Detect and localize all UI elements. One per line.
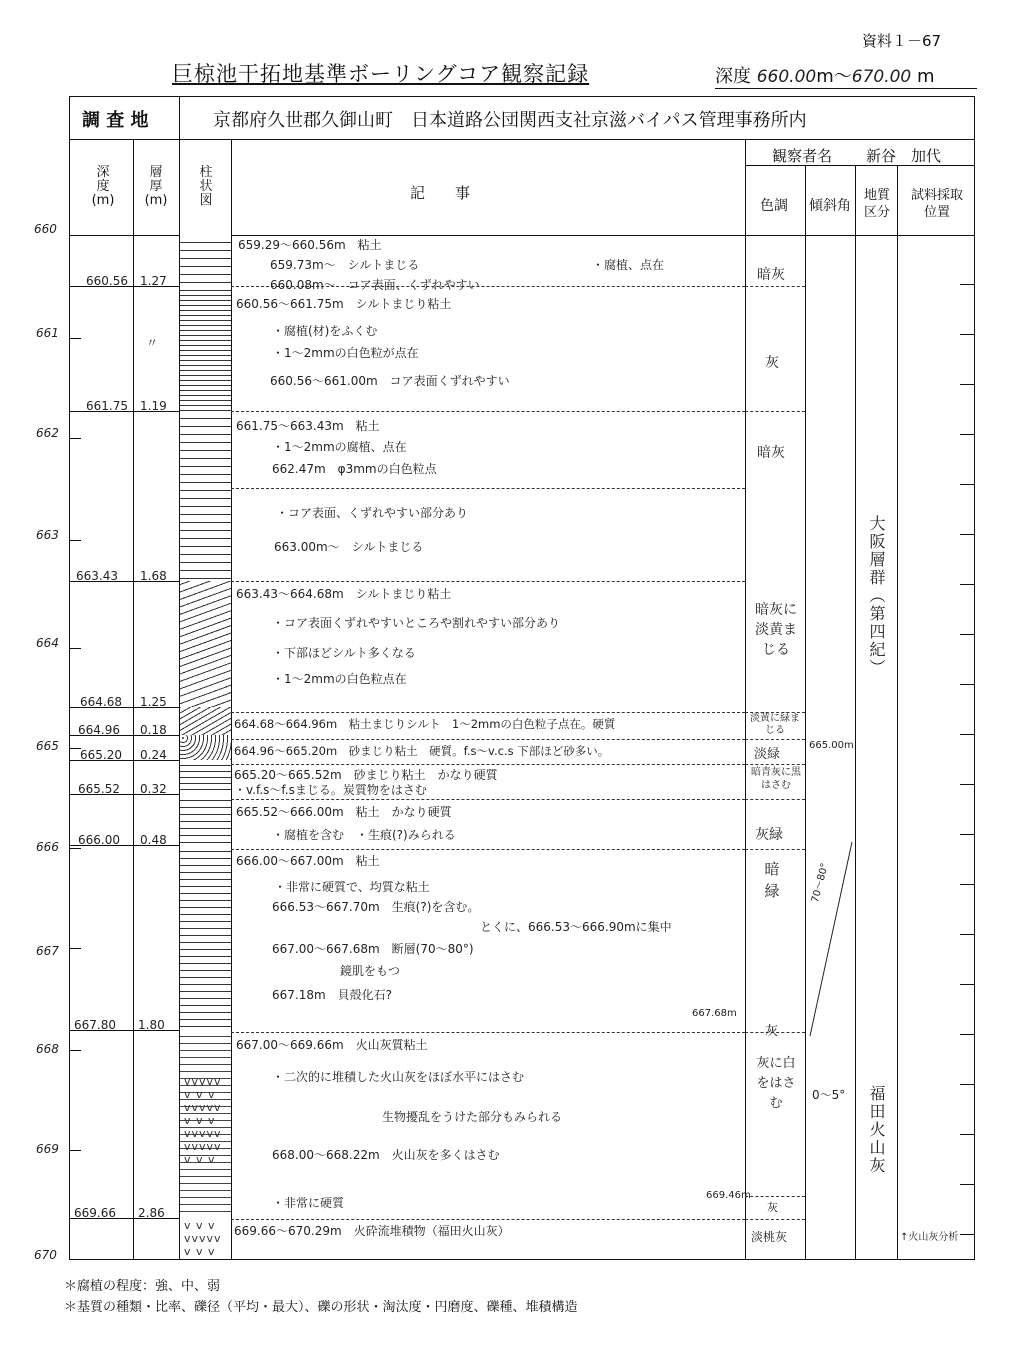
lith-sandy-clay: [180, 760, 231, 794]
color-value: 灰に白をはさむ: [756, 1056, 796, 1111]
scale-670: 670: [34, 1248, 57, 1262]
color-value: 暗青灰に黒はさむ: [751, 767, 801, 791]
color-value: 灰: [767, 1201, 778, 1214]
note-depth-mark: 669.46m: [706, 1190, 751, 1201]
header-thickness: 層 厚 (m): [144, 165, 168, 208]
geology-osaka-group: 大阪層群（第四紀）: [867, 515, 886, 677]
boundary-thickness: 0.32: [140, 782, 167, 796]
lith-clay: [180, 794, 231, 845]
tick-left: [69, 1150, 81, 1151]
boundary-thickness: 2.86: [138, 1206, 165, 1220]
document-id: 資料１－67: [862, 32, 942, 50]
note-line: 665.20～665.52m 砂まじり粘土 かなり硬質: [234, 768, 498, 782]
header-sample: 試料採取 位置: [910, 188, 963, 220]
lith-sandy-clay: [180, 735, 231, 760]
note-line: 659.29～660.56m 粘土: [238, 238, 382, 252]
boundary-thickness: 1.68: [140, 569, 167, 583]
color-value: 淡黄に緑まじる: [750, 713, 800, 736]
note-line: 鏡肌をもつ: [340, 964, 401, 978]
footnote: ＊腐植の程度：強、中、弱: [64, 1279, 221, 1294]
note-line: ・腐植(材)をふくむ: [272, 324, 378, 338]
lith-silty-clay: [180, 286, 231, 411]
note-line: 662.47m φ3mmの白色粒点: [272, 462, 437, 476]
right-scale-ticks: [960, 235, 975, 1260]
columnar-section: [180, 235, 231, 1260]
note-line: ・コア表面くずれやすいところや割れやすい部分あり: [272, 616, 561, 630]
boundary-depth: 664.68: [80, 695, 122, 709]
geology-fukuda-ash: 福田火山灰: [867, 1085, 886, 1175]
note-line: 660.08m～ コア表面、くずれやすい: [270, 278, 480, 292]
observer-name: 新谷 加代: [866, 147, 942, 165]
boundary-depth: 667.80: [74, 1018, 116, 1032]
scale-661: 661: [36, 326, 59, 340]
boundary-depth: 665.52: [78, 782, 120, 796]
note-line: 660.56～661.00m コア表面くずれやすい: [270, 374, 510, 388]
note-line: ・1～2mmの腐植、点在: [272, 440, 407, 454]
header-geo: 地質 区分: [863, 188, 890, 220]
site-row-divider: [69, 139, 975, 140]
color-boundary: [745, 764, 805, 765]
notes-boundary: [231, 581, 745, 582]
lith-ash-marks: vvvvv v v v vvvvv v v v vvvvv vvvvv v v v: [184, 1075, 222, 1166]
note-line: 660.56～661.75m シルトまじり粘土: [236, 297, 452, 311]
color-boundary: [745, 799, 805, 800]
scale-669: 669: [36, 1142, 59, 1156]
boundary-depth: 665.20: [80, 748, 122, 762]
note-line: ・コア表面、くずれやすい部分あり: [276, 506, 469, 520]
color-value: 灰: [765, 1024, 779, 1039]
note-line: 667.00～667.68m 断層(70～80°): [272, 942, 474, 956]
boundary-depth: 666.00: [78, 833, 120, 847]
note-line: 659.73m～ シルトまじる: [270, 258, 420, 272]
header-depth: 深 度 (m): [91, 165, 115, 208]
header-dip: 傾斜角: [809, 198, 851, 214]
lith-clay: [180, 235, 231, 286]
color-boundary: [745, 739, 805, 740]
site-label: 調 査 地: [82, 110, 149, 131]
boundary-thickness: 1.80: [138, 1018, 165, 1032]
divider-geo: [897, 165, 898, 1260]
depth-range-label: 深度: [715, 66, 751, 87]
lith-clay-hard: [180, 845, 231, 1030]
divider-depth: [133, 139, 134, 1260]
note-line: 669.66～670.29m 火砕流堆積物（福田火山灰）: [234, 1224, 510, 1238]
note-depth-mark: 667.68m: [692, 1008, 737, 1019]
note-line: ・非常に硬質: [272, 1196, 345, 1210]
note-line: ・1～2mmの白色粒点在: [272, 672, 407, 686]
page-title: 巨椋池干拓地基準ボーリングコア観察記録: [172, 62, 590, 86]
note-line: 665.52～666.00m 粘土 かなり硬質: [236, 805, 452, 819]
divider-color: [805, 165, 806, 1260]
note-line: ・v.f.s～f.sまじる。炭質物をはさむ: [234, 783, 427, 797]
scale-668: 668: [36, 1042, 59, 1056]
scale-664: 664: [36, 636, 59, 650]
observer-label: 観察者名: [772, 147, 833, 165]
divider-dip: [855, 165, 856, 1260]
notes-boundary: [231, 488, 745, 489]
color-value: 暗灰に淡黄まじる: [755, 602, 797, 658]
color-value: 淡桃灰: [751, 1230, 788, 1244]
note-line: とくに、666.53～666.90mに集中: [480, 920, 672, 934]
color-value: 灰: [765, 355, 779, 371]
header-color: 色調: [760, 198, 788, 214]
depth-from: 660.00: [756, 67, 817, 87]
boundary-thickness: 0.18: [140, 723, 167, 737]
color-boundary: [745, 286, 805, 287]
notes-boundary: [231, 1219, 745, 1220]
boundary-depth: 669.66: [74, 1206, 116, 1220]
scale-666: 666: [36, 840, 59, 854]
site-value: 京都府久世郡久御山町 日本道路公団関西支社京滋バイパス管理事務所内: [213, 110, 807, 131]
footnote: ＊基質の種類・比率、礫径（平均・最大）、礫の形状・淘汰度・円磨度、礫種、堆積構造: [64, 1300, 578, 1315]
boundary-thickness: 1.19: [140, 399, 167, 413]
note-line: 666.00～667.00m 粘土: [236, 854, 380, 868]
tick-left: [69, 1050, 81, 1051]
depth-to: 670.00: [851, 67, 912, 87]
color-value: 淡緑: [754, 747, 781, 762]
dip-value: 0～5°: [812, 1088, 846, 1102]
boundary-depth: 661.75: [86, 399, 128, 413]
notes-boundary: [231, 849, 745, 850]
color-value: 暗緑: [764, 860, 780, 900]
note-line: 663.00m～ シルトまじる: [274, 540, 424, 554]
note-line: 668.00～668.22m 火山灰を多くはさむ: [272, 1148, 500, 1162]
scale-663: 663: [36, 528, 59, 542]
notes-boundary: [231, 799, 745, 800]
lith-pyroclastic-flow: v v v vvvvv v v v: [184, 1219, 222, 1258]
note-line: ・腐植、点在: [592, 258, 665, 272]
tick-left: [69, 848, 81, 849]
color-boundary: [745, 411, 805, 412]
note-line: 664.68～664.96m 粘土まじりシルト 1～2mmの白色粒子点在。硬質: [234, 717, 616, 731]
color-boundary: [745, 849, 805, 850]
dip-value: 665.00m: [809, 740, 854, 751]
color-boundary: [745, 1219, 805, 1220]
boundary-depth: 660.56: [86, 274, 128, 288]
color-boundary: [745, 1196, 805, 1197]
boundary-thickness: 1.25: [140, 695, 167, 709]
color-value: 暗灰: [757, 445, 785, 461]
depth-unit-1: m～: [816, 66, 852, 87]
tick-left: [69, 438, 81, 439]
color-value: 灰緑: [755, 827, 783, 843]
boundary-thickness: 〃: [146, 336, 159, 350]
tick-left: [69, 540, 81, 541]
depth-unit-2: m: [916, 66, 935, 87]
notes-boundary: [231, 764, 745, 765]
lith-clay: [180, 411, 231, 581]
lith-silty-clay: [180, 581, 231, 707]
scale-665: 665: [36, 739, 59, 753]
note-line: ・二次的に堆積した火山灰をほぼ水平にはさむ: [272, 1070, 525, 1084]
tick-left: [69, 338, 81, 339]
tick-left: [69, 648, 81, 649]
notes-boundary: [231, 712, 745, 713]
site-label-divider: [179, 96, 180, 139]
notes-boundary: [231, 1032, 745, 1033]
note-line: ・下部ほどシルト多くなる: [272, 646, 416, 660]
lith-clayey-silt: [180, 707, 231, 735]
note-line: 生物擾乱をうけた部分もみられる: [382, 1110, 563, 1124]
note-line: 663.43～664.68m シルトまじり粘土: [236, 587, 452, 601]
divider-column: [231, 139, 232, 1260]
note-line: 667.18m 貝殻化石?: [272, 988, 393, 1002]
note-line: 667.00～669.66m 火山灰質粘土: [236, 1038, 428, 1052]
dip-value: 70～80°: [809, 861, 831, 904]
boundary-depth: 664.96: [78, 723, 120, 737]
note-line: ・非常に硬質で、均質な粘土: [274, 880, 430, 894]
note-line: ・腐植を含む ・生痕(?)みられる: [272, 828, 456, 842]
note-line: 666.53～667.70m 生痕(?)を含む。: [272, 900, 480, 914]
scale-662: 662: [36, 426, 59, 440]
boundary-thickness: 0.48: [140, 833, 167, 847]
divider-notes: [745, 139, 746, 1260]
header-notes: 記 事: [410, 184, 471, 202]
note-line: 661.75～663.43m 粘土: [236, 419, 380, 433]
note-line: 664.96～665.20m 砂まじり粘土 硬質。f.s～v.c.s 下部ほど砂多い。: [234, 744, 610, 758]
boundary-thickness: 0.24: [140, 748, 167, 762]
tick-left: [69, 948, 81, 949]
notes-boundary: [231, 739, 745, 740]
boundary-depth: 663.43: [76, 569, 118, 583]
sample-note: ↑火山灰分析: [900, 1232, 959, 1243]
notes-boundary: [231, 411, 745, 412]
note-line: ・1～2mmの白色粒が点在: [272, 346, 419, 360]
depth-range: [715, 62, 977, 89]
color-value: 暗灰: [757, 267, 785, 283]
boundary-thickness: 1.27: [140, 274, 167, 288]
scale-667: 667: [36, 944, 59, 958]
scale-660: 660: [34, 222, 57, 236]
header-column: 柱 状 図: [199, 165, 213, 208]
